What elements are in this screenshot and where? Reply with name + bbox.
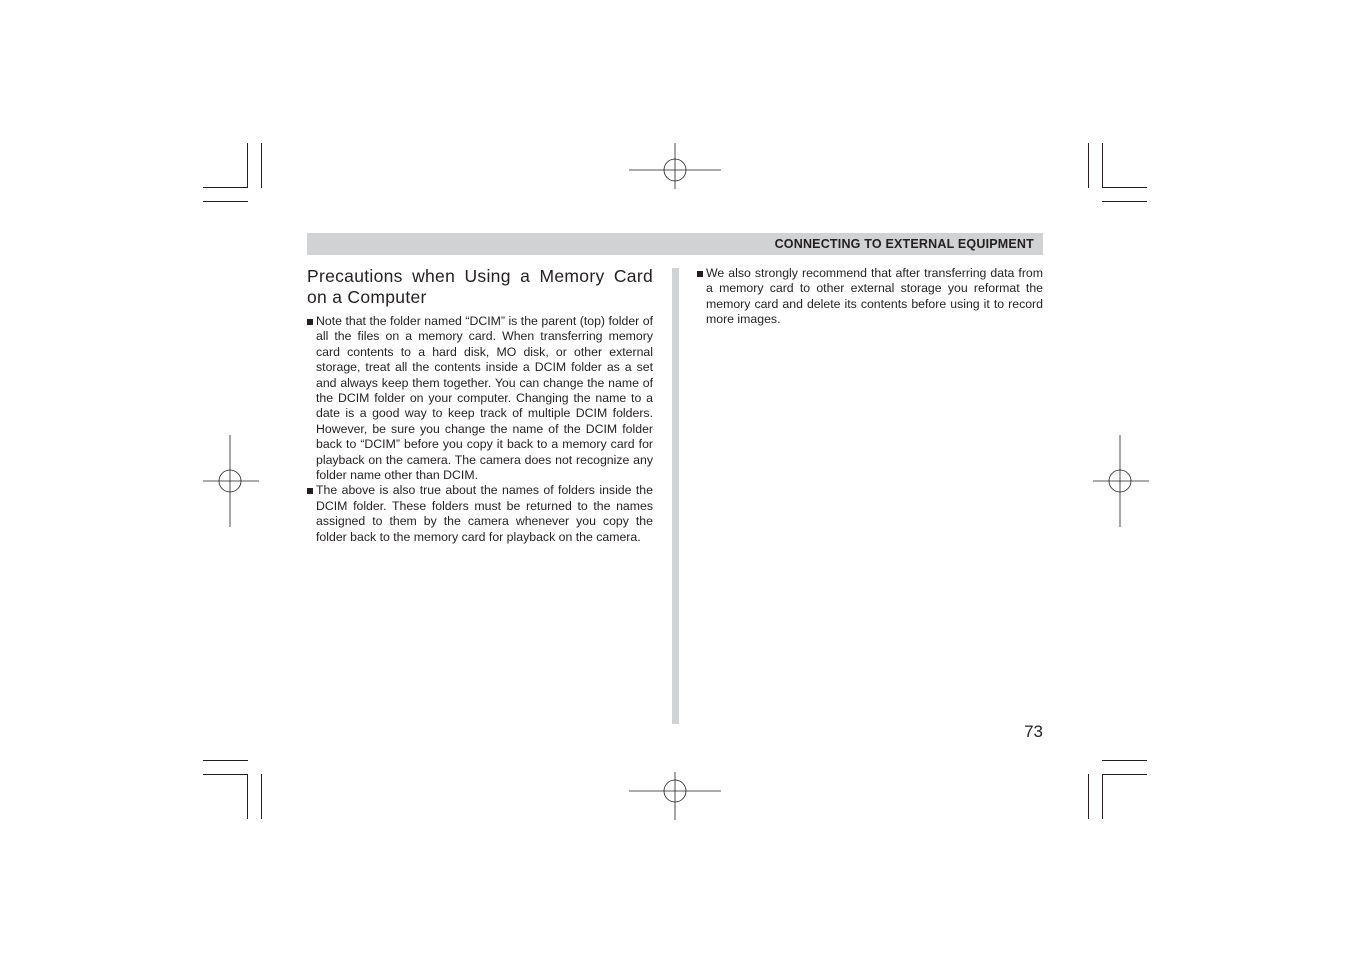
left-column xyxy=(307,266,653,545)
bullet-item xyxy=(307,483,653,545)
registration-mark-top xyxy=(629,143,721,189)
registration-mark-bottom xyxy=(629,772,721,820)
chapter-title: CONNECTING TO EXTERNAL EQUIPMENT xyxy=(774,237,1034,251)
chapter-header-bar xyxy=(307,233,1043,255)
page-number: 73 xyxy=(1024,722,1043,741)
section-title: Precautions when Using a Memory Card on a Computer xyxy=(307,266,653,307)
registration-mark-right xyxy=(1093,435,1149,527)
bullet-item xyxy=(307,314,653,483)
bullet-item xyxy=(697,266,1043,328)
square-bullet-icon xyxy=(307,488,313,494)
bullet-text: Note that the folder named “DCIM” is the parent (top) folder of all the files on a memory card. When transferring memory card contents to a hard disk, MO disk, or other external storage, treat all the contents inside a DCIM folder as a set and always keep them together. You can change the name of the DCIM folder on your computer. Changing the name to a date is a good way to keep track of multiple DCIM folders. However, be sure you change the name of the DCIM folder back to “DCIM” before you copy it back to a memory card for playback on the camera. The camera does not recognize any folder name other than DCIM. xyxy=(316,314,653,483)
square-bullet-icon xyxy=(697,271,703,277)
column-divider xyxy=(672,268,679,724)
bullet-text: We also strongly recommend that after transferring data from a memory card to other external storage you reformat the memory card and delete its contents before using it to record more images. xyxy=(706,266,1043,327)
registration-mark-left xyxy=(203,435,259,527)
square-bullet-icon xyxy=(307,319,313,325)
right-column xyxy=(697,266,1043,328)
bullet-text: The above is also true about the names of folders inside the DCIM folder. These folders must be returned to the names assigned to them by the camera whenever you copy the folder back to the memory card for playback on the camera. xyxy=(316,483,653,544)
